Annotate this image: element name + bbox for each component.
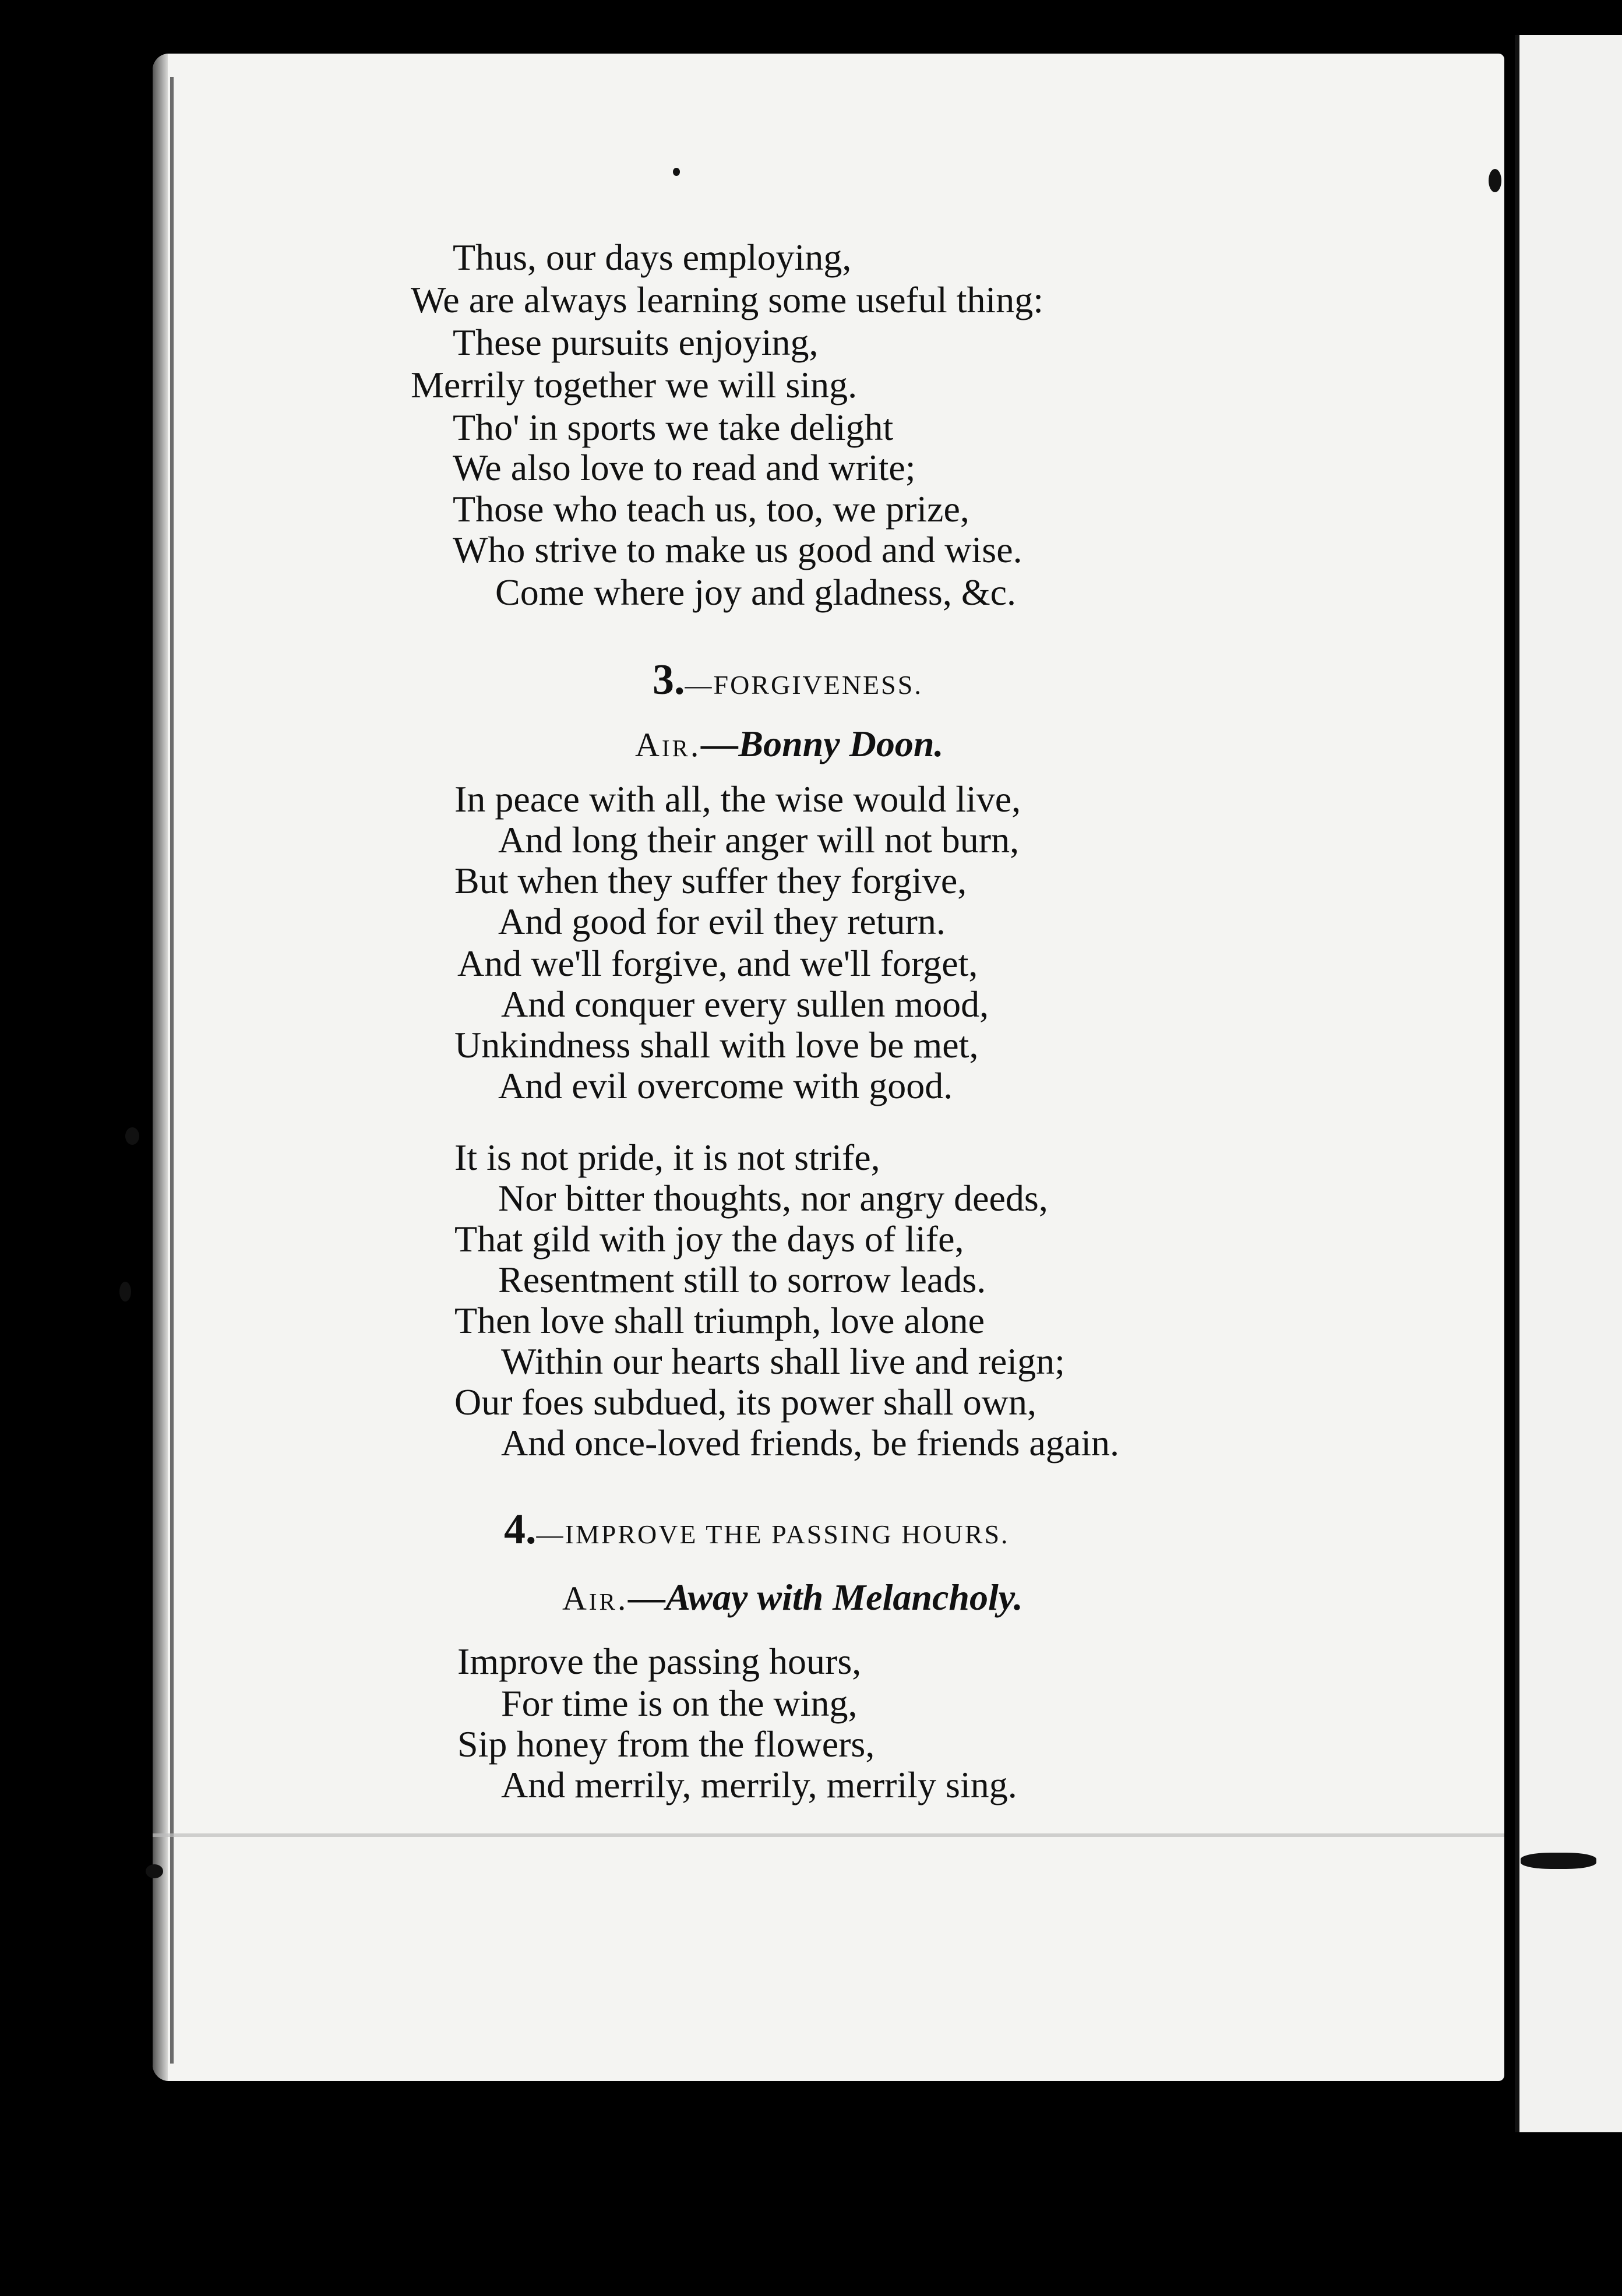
scan-speck: [146, 1864, 163, 1878]
verse-line: And evil overcome with good.: [498, 1065, 953, 1106]
verse-line: These pursuits enjoying,: [453, 322, 819, 363]
verse-line: Those who teach us, too, we prize,: [453, 488, 969, 530]
scan-speck: [1489, 169, 1501, 192]
verse-line: And conquer every sullen mood,: [501, 983, 989, 1025]
song-number: 4.: [504, 1505, 537, 1553]
song-number: 3.: [653, 656, 685, 704]
verse-line: Sip honey from the flowers,: [457, 1723, 875, 1765]
verse-line: And good for evil they return.: [498, 901, 946, 942]
air-line: [635, 725, 943, 763]
song-title: —FORGIVENESS.: [685, 670, 923, 700]
chorus-line: Come where joy and gladness, &c.: [495, 572, 1016, 613]
air-label: Air.: [635, 726, 701, 764]
page-gutter-shadow: [153, 54, 168, 2081]
verse-line: Within our hearts shall live and reign;: [501, 1341, 1065, 1382]
page-fold-line: [153, 1833, 1504, 1837]
verse-line: It is not pride, it is not strife,: [454, 1137, 880, 1178]
verse-line: Improve the passing hours,: [457, 1641, 862, 1682]
air-line: [562, 1576, 1023, 1618]
verse-line: And long their anger will not burn,: [498, 819, 1020, 860]
air-tune: —Bonny Doon.: [701, 723, 944, 764]
scan-speck: [673, 168, 680, 176]
page-left-rule: [170, 77, 174, 2064]
facing-page-edge: [1515, 35, 1622, 2132]
verse-line: Our foes subdued, its power shall own,: [454, 1381, 1036, 1423]
song-heading: [504, 1505, 1010, 1553]
air-tune: —Away with Melancholy.: [628, 1576, 1023, 1618]
verse-line: Who strive to make us good and wise.: [453, 529, 1022, 570]
scan-speck: [125, 1127, 139, 1145]
verse-line: We also love to read and write;: [453, 447, 916, 488]
verse-line: For time is on the wing,: [501, 1683, 858, 1724]
verse-line: Then love shall triumph, love alone: [454, 1300, 985, 1341]
song-heading: [653, 656, 923, 704]
verse-line: And merrily, merrily, merrily sing.: [501, 1764, 1017, 1805]
verse-line: And once-loved friends, be friends again.: [501, 1422, 1119, 1463]
verse-line: Nor bitter thoughts, nor angry deeds,: [498, 1177, 1048, 1219]
verse-line: Unkindness shall with love be met,: [454, 1024, 979, 1066]
scan-speck: [119, 1282, 131, 1302]
verse-line: Thus, our days employing,: [453, 237, 852, 278]
song-title: —IMPROVE THE PASSING HOURS.: [536, 1519, 1010, 1549]
verse-line: And we'll forgive, and we'll forget,: [457, 943, 978, 984]
air-label: Air.: [562, 1579, 629, 1617]
verse-line: Tho' in sports we take delight: [453, 407, 894, 448]
verse-line: Resentment still to sorrow leads.: [498, 1259, 986, 1300]
verse-line: That gild with joy the days of life,: [454, 1218, 964, 1260]
verse-line: We are always learning some useful thing:: [411, 279, 1044, 320]
verse-line: In peace with all, the wise would live,: [454, 778, 1021, 820]
verse-line: Merrily together we will sing.: [411, 364, 858, 405]
scan-speck: [1521, 1853, 1596, 1869]
verse-line: But when they suffer they forgive,: [454, 860, 967, 901]
